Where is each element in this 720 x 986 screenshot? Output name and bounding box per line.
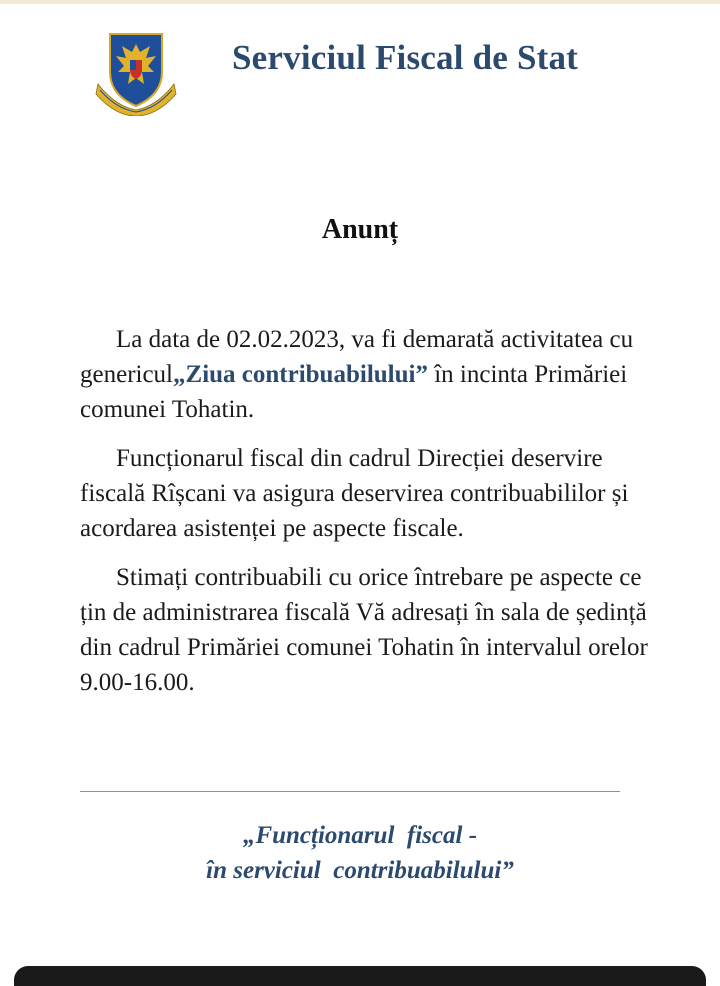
- paragraph-1: [80, 322, 650, 427]
- announcement-body: [80, 322, 650, 714]
- org-title: Serviciul Fiscal de Stat: [232, 38, 579, 77]
- motto-line-1: „Funcționarul fiscal -: [242, 822, 478, 849]
- header: [0, 0, 720, 120]
- motto-line-2: în serviciul contribuabilului”: [206, 857, 514, 884]
- motto: [0, 818, 720, 888]
- fiscal-service-emblem-icon: [92, 28, 180, 116]
- paragraph-1-text: La data de 02.02.2023, va fi demarată activitatea cu genericul: [80, 326, 634, 388]
- bottom-bar: [14, 966, 706, 986]
- paragraph-1-end: în incinta Primăriei comunei Tohatin.: [80, 361, 628, 423]
- event-name: „Ziua contribuabilului”: [173, 361, 428, 388]
- divider: [80, 791, 620, 792]
- paragraph-2: Funcționarul fiscal din cadrul Direcției deservire fiscală Rîșcani va asigura deservirea contribuabililor și acordarea asistenței pe aspecte fiscale.: [80, 445, 629, 542]
- announcement-title: Anunț: [321, 214, 399, 245]
- paragraph-3: Stimați contribuabili cu orice întrebare pe aspecte ce țin de administrarea fiscală Vă adresați în sala de ședință din cadrul Primăriei comunei Tohatin în intervalul orelor 9.00-16.00.: [80, 564, 648, 696]
